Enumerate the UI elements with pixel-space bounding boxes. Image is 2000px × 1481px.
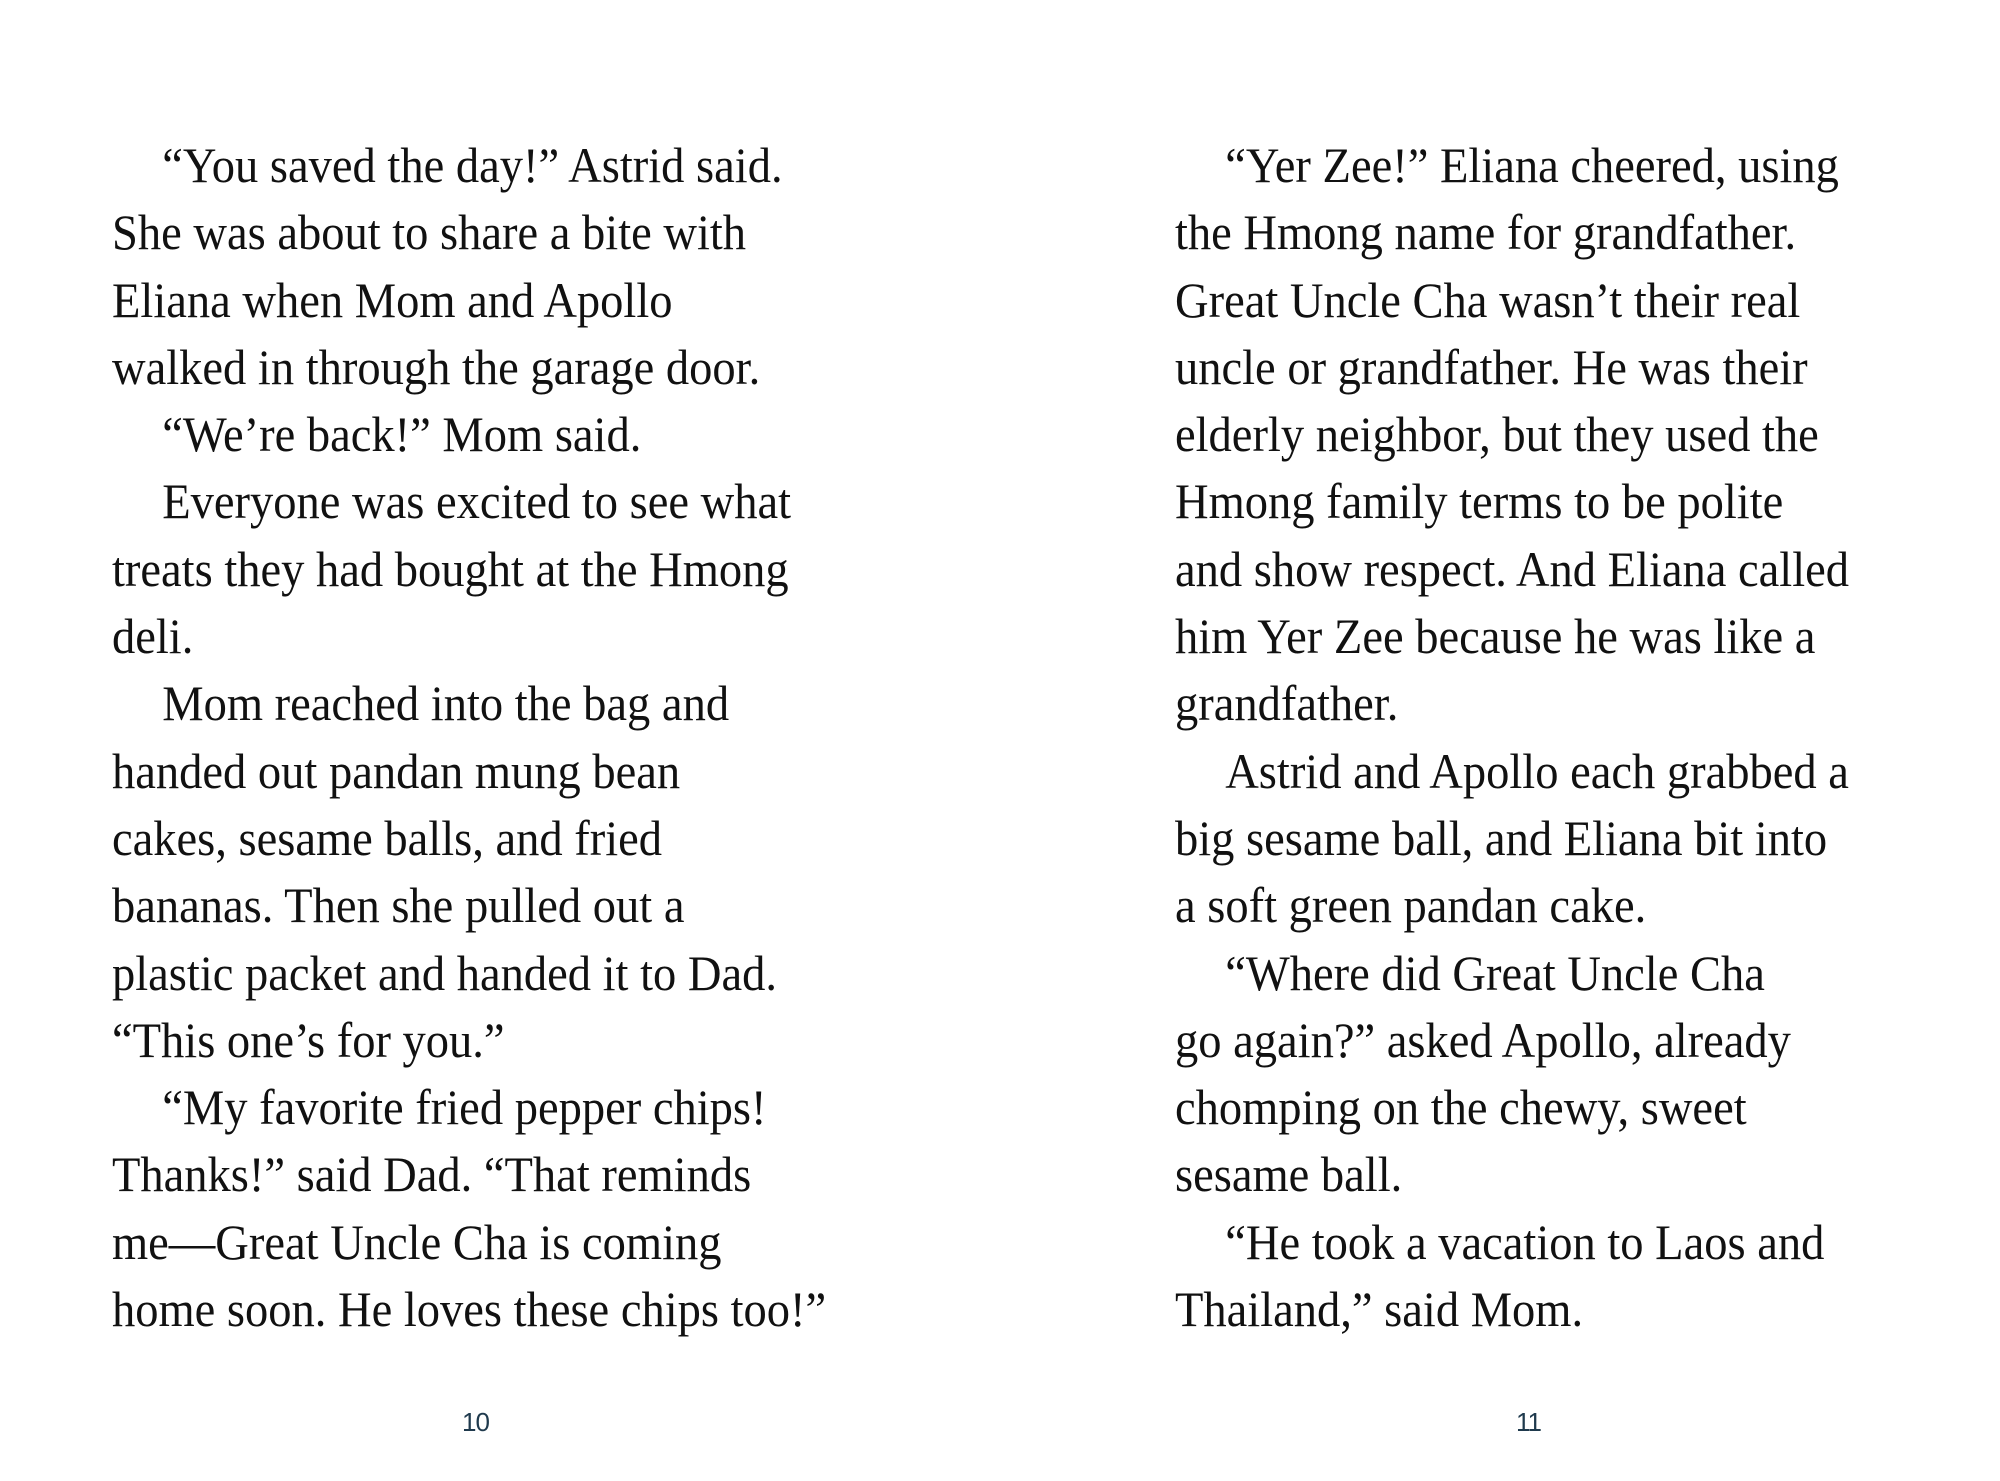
text-line: Astrid and Apollo each grabbed a — [1225, 742, 1849, 799]
text-line: and show respect. And Eliana called — [1175, 540, 1850, 597]
page-body-text — [112, 132, 880, 1343]
text-line: chomping on the chewy, sweet — [1175, 1079, 1747, 1136]
text-line: Eliana when Mom and Apollo — [112, 271, 673, 328]
text-line: bananas. Then she pulled out a — [112, 877, 685, 934]
text-line: the Hmong name for grandfather. — [1175, 204, 1797, 261]
text-line: home soon. He loves these chips too!” — [112, 1281, 827, 1338]
text-line: “This one’s for you.” — [112, 1011, 505, 1068]
text-line: him Yer Zee because he was like a — [1175, 608, 1816, 665]
text-line: “My favorite fried pepper chips! — [162, 1079, 767, 1136]
text-line: uncle or grandfather. He was their — [1175, 338, 1808, 395]
text-line: walked in through the garage door. — [112, 338, 761, 395]
text-line: sesame ball. — [1175, 1146, 1403, 1203]
text-line: “You saved the day!” Astrid said. — [162, 137, 783, 193]
text-line: deli. — [112, 608, 194, 665]
text-line: “He took a vacation to Laos and — [1225, 1213, 1825, 1270]
text-line: go again?” asked Apollo, already — [1175, 1011, 1791, 1068]
text-line: a soft green pandan cake. — [1175, 877, 1647, 934]
text-line: grandfather. — [1175, 675, 1399, 732]
text-line: Hmong family terms to be polite — [1175, 473, 1784, 530]
page-body-text — [1175, 132, 1900, 1343]
text-line: me—Great Uncle Cha is coming — [112, 1213, 722, 1270]
text-line: cakes, sesame balls, and fried — [112, 809, 663, 866]
text-line: Everyone was excited to see what — [162, 473, 792, 530]
page-number: 11 — [1516, 1407, 1541, 1437]
text-line: elderly neighbor, but they used the — [1175, 406, 1819, 463]
text-line: Mom reached into the bag and — [162, 675, 730, 732]
text-line: “Where did Great Uncle Cha — [1225, 944, 1765, 1001]
page-right — [1000, 0, 2000, 1481]
text-line: big sesame ball, and Eliana bit into — [1175, 809, 1828, 866]
text-line: plastic packet and handed it to Dad. — [112, 944, 777, 1001]
text-line: Thailand,” said Mom. — [1175, 1281, 1584, 1338]
text-line: treats they had bought at the Hmong — [112, 540, 789, 597]
page-number: 10 — [462, 1407, 489, 1437]
text-line: Thanks!” said Dad. “That reminds — [112, 1146, 752, 1203]
text-line: handed out pandan mung bean — [112, 742, 681, 799]
text-line: Great Uncle Cha wasn’t their real — [1175, 271, 1801, 328]
text-line: “Yer Zee!” Eliana cheered, using — [1225, 137, 1839, 193]
text-line: “We’re back!” Mom said. — [162, 406, 642, 463]
text-line: She was about to share a bite with — [112, 204, 747, 261]
